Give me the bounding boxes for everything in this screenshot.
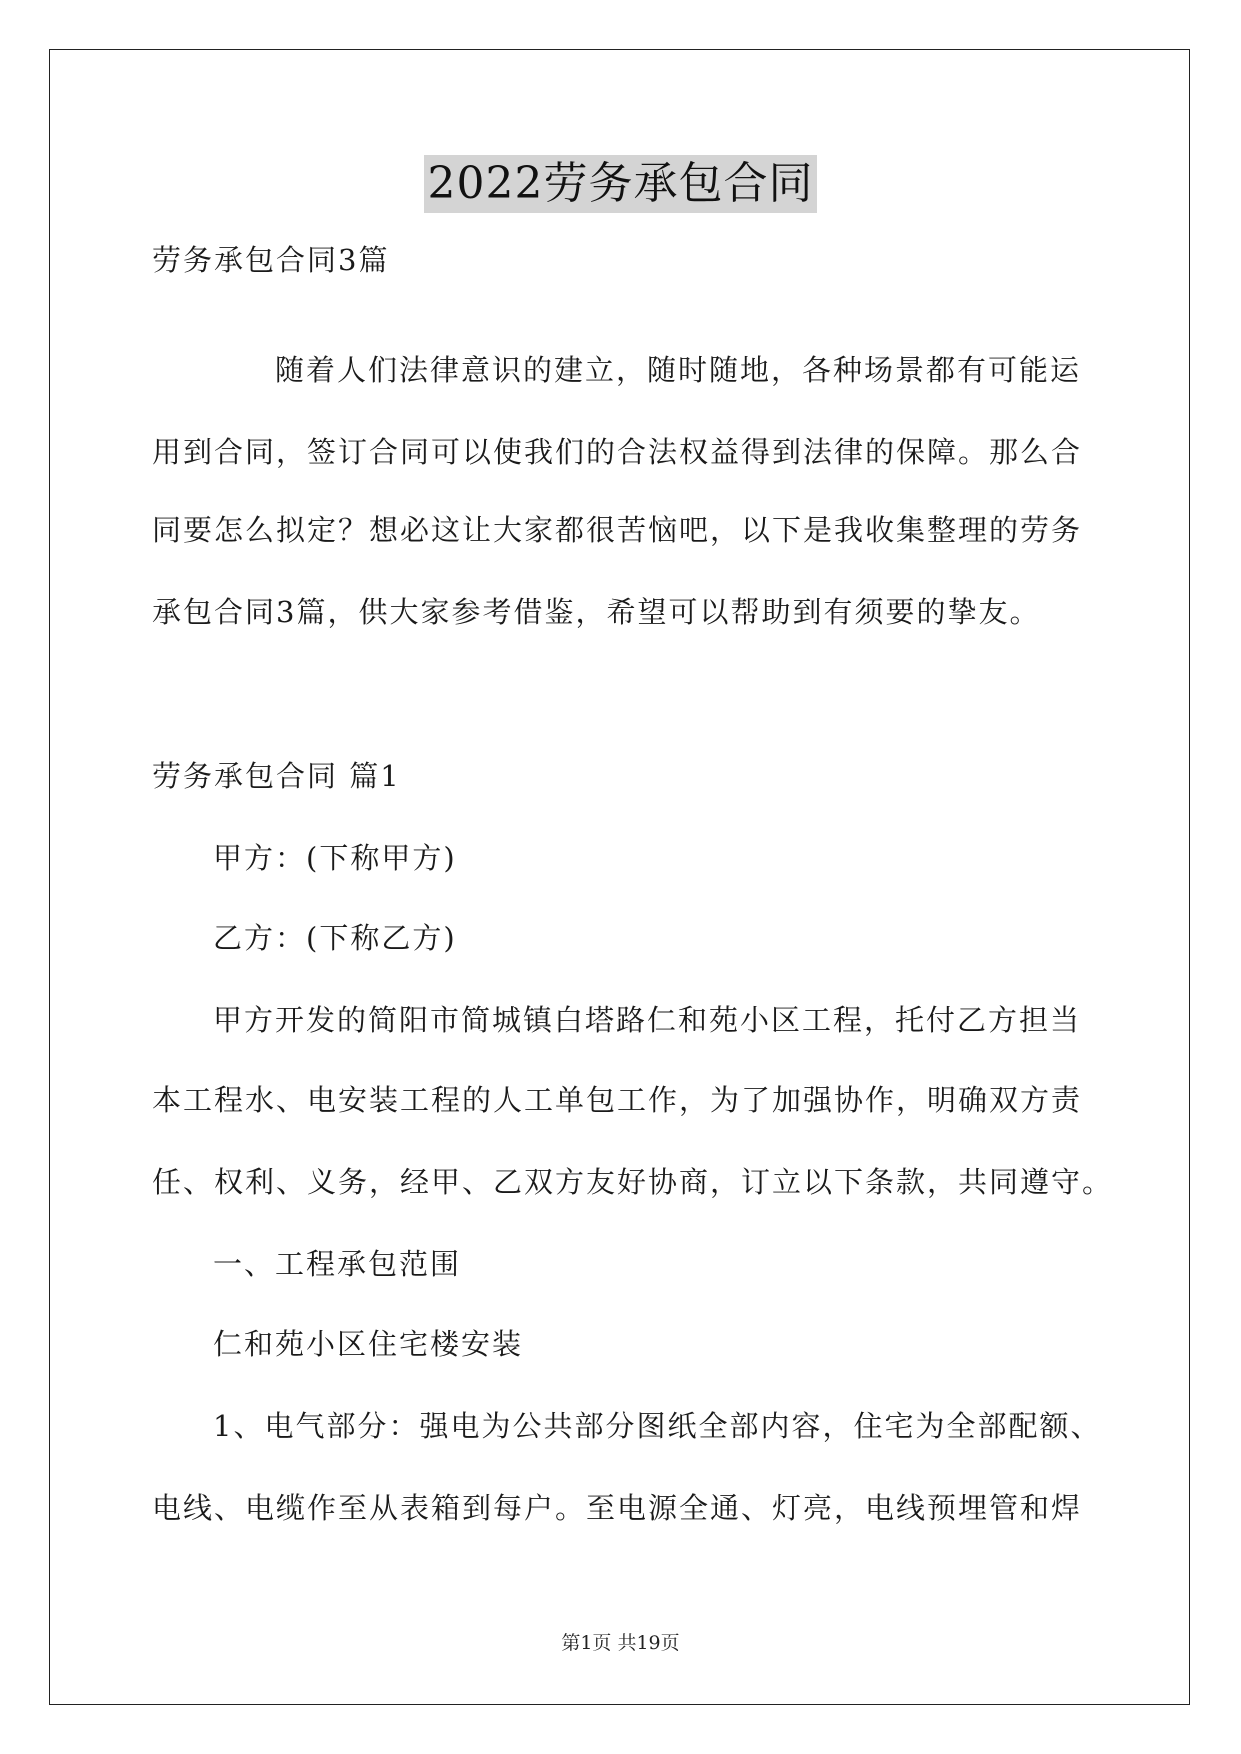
party-b: 乙方：(下称乙方) bbox=[213, 921, 457, 955]
party-a: 甲方：(下称甲方) bbox=[213, 841, 457, 875]
body-line-2: 本工程水、电安装工程的人工单包工作，为了加强协作，明确双方责 bbox=[152, 1083, 1083, 1117]
intro-line-3: 同要怎么拟定？想必这让大家都很苦恼吧，以下是我收集整理的劳务 bbox=[152, 513, 1083, 547]
document-subtitle: 劳务承包合同3篇 bbox=[152, 243, 390, 277]
clause-1-heading: 一、工程承包范围 bbox=[213, 1247, 462, 1281]
title-container bbox=[0, 155, 1241, 213]
intro-line-2: 用到合同，签订合同可以使我们的合法权益得到法律的保障。那么合 bbox=[152, 435, 1083, 469]
section-heading: 劳务承包合同 篇1 bbox=[152, 759, 401, 793]
page-number-footer: 第1页 共19页 bbox=[561, 1632, 680, 1654]
body-line-1: 甲方开发的简阳市简城镇白塔路仁和苑小区工程，托付乙方担当 bbox=[213, 1003, 1082, 1037]
clause-1-scope: 仁和苑小区住宅楼安装 bbox=[213, 1327, 524, 1361]
intro-line-4: 承包合同3篇，供大家参考借鉴，希望可以帮助到有须要的挚友。 bbox=[152, 595, 1041, 629]
body-line-3: 任、权利、义务，经甲、乙双方友好协商，订立以下条款，共同遵守。 bbox=[152, 1165, 1114, 1199]
intro-line-1: 随着人们法律意识的建立，随时随地，各种场景都有可能运 bbox=[275, 353, 1082, 387]
document-title: 2022劳务承包合同 bbox=[424, 155, 818, 213]
clause-1-item-1-line-1: 1、电气部分：强电为公共部分图纸全部内容，住宅为全部配额、 bbox=[213, 1409, 1102, 1443]
clause-1-item-1-line-2: 电线、电缆作至从表箱到每户。至电源全通、灯亮，电线预埋管和焊 bbox=[152, 1491, 1083, 1525]
